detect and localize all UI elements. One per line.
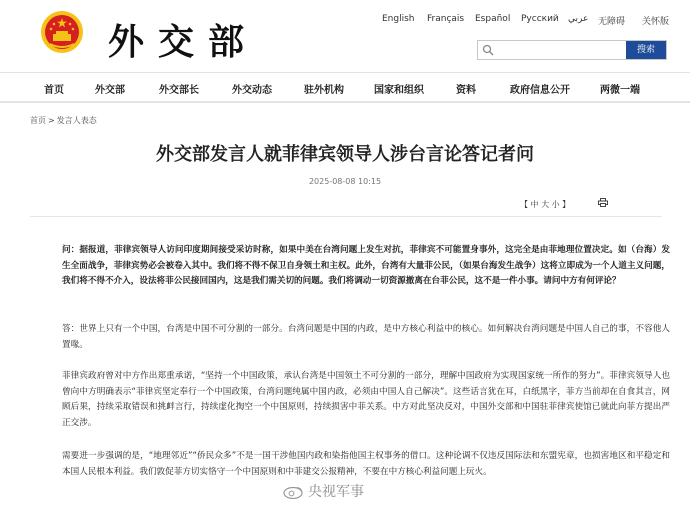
search-box [477, 40, 667, 60]
search-icon [482, 44, 494, 56]
weibo-icon [282, 486, 304, 499]
question-paragraph: 问：据报道，菲律宾领导人访问印度期间接受采访时称，如果中美在台湾问题上发生对抗，菲律宾不可能置身事外，这完全是由菲地理位置决定。如（台海）发生全面战争，菲律宾势必会被卷入其中。我们将不得不保卫自身领土和主权。此外，台湾有大量菲公民，（如果台海发生战争）这将立即成为一个人道主义问题，我们将不得不介入，设法将菲公民接回国内，这是我们需关切的问题。我们将调动一切资源撤离在台菲公民，这不是一件小事。请问中方有何评论？ [62, 245, 670, 287]
nav-item-social-media[interactable]: 两微一端 [600, 85, 640, 96]
lang-russian[interactable]: Русский [521, 14, 559, 24]
breadcrumb-separator: > [48, 116, 55, 125]
page-title: 外交部发言人就菲律宾领导人涉台言论答记者问 [156, 144, 534, 165]
site-logo-text[interactable]: 外交部 [108, 21, 259, 63]
elderly-care-link[interactable]: 关怀版 [642, 17, 670, 27]
watermark-text: 央视军事 [308, 484, 364, 500]
nav-item-government-disclosure[interactable]: 政府信息公开 [510, 85, 570, 96]
nav-item-home[interactable]: 首页 [44, 85, 64, 96]
publish-date: 2025-08-08 10:15 [308, 177, 382, 186]
answer-paragraph-1: 答：世界上只有一个中国，台湾是中国不可分割的一部分。台湾问题是中国的内政，是中方核心利益中的核心。如何解决台湾问题是中国人自己的事，不容他人置喙。 [62, 324, 670, 350]
title-divider [30, 216, 662, 217]
lang-arabic[interactable]: عربي [568, 14, 589, 24]
search-button[interactable]: 搜索 [626, 41, 666, 59]
breadcrumb-current[interactable]: 发言人表态 [56, 116, 97, 125]
accessibility-link[interactable]: 无障碍 [598, 17, 626, 27]
watermark [282, 481, 364, 501]
lang-english[interactable]: English [382, 14, 415, 24]
nav-item-diplomatic-news[interactable]: 外交动态 [232, 85, 272, 96]
print-button[interactable] [598, 198, 608, 210]
nav-item-countries-organizations[interactable]: 国家和组织 [374, 85, 424, 96]
nav-item-missions-abroad[interactable]: 驻外机构 [304, 85, 344, 96]
main-nav [0, 72, 690, 103]
print-icon [598, 198, 608, 207]
lang-french[interactable]: Français [427, 14, 465, 24]
breadcrumb [30, 115, 97, 126]
search-input[interactable] [496, 42, 610, 58]
nav-item-minister[interactable]: 外交部长 [159, 85, 199, 96]
site-header [0, 0, 690, 72]
lang-spanish[interactable]: Español [475, 14, 511, 24]
breadcrumb-home[interactable]: 首页 [30, 116, 46, 125]
nav-item-materials[interactable]: 资料 [456, 85, 476, 96]
answer-paragraph-3: 需要进一步强调的是，“地理邻近”“侨民众多”不是一国干涉他国内政和染指他国主权事务的借口。这种论调不仅违反国际法和东盟宪章，也损害地区和平稳定和本国人民根本利益。我们敦促菲方切实恪守一个中国原则和中菲建交公报精神，不要在中方核心利益问题上玩火。 [62, 451, 670, 477]
national-emblem-icon[interactable] [40, 10, 84, 54]
font-size-controls[interactable]: 【 中 大 小 】 [520, 200, 571, 209]
answer-paragraph-2: 菲律宾政府曾对中方作出郑重承诺，“坚持一个中国政策，承认台湾是中国领土不可分割的一部分，理解中国政府为实现国家统一所作的努力”。菲律宾领导人也曾向中方明确表示“菲律宾坚定奉行一个中国政策，台湾问题纯属中国内政，必须由中国人自己解决”。这些话言犹在耳，白纸黑字，菲方当前却在自食其言，网顾后果，持续采取错误和挑衅言行，持续虚化掏空一个中国原则，持续损害中菲关系。中方对此坚决反对，中国外交部和中国驻菲律宾使馆已就此向菲方提出严正交涉。 [62, 371, 670, 429]
nav-item-ministry[interactable]: 外交部 [95, 85, 125, 96]
